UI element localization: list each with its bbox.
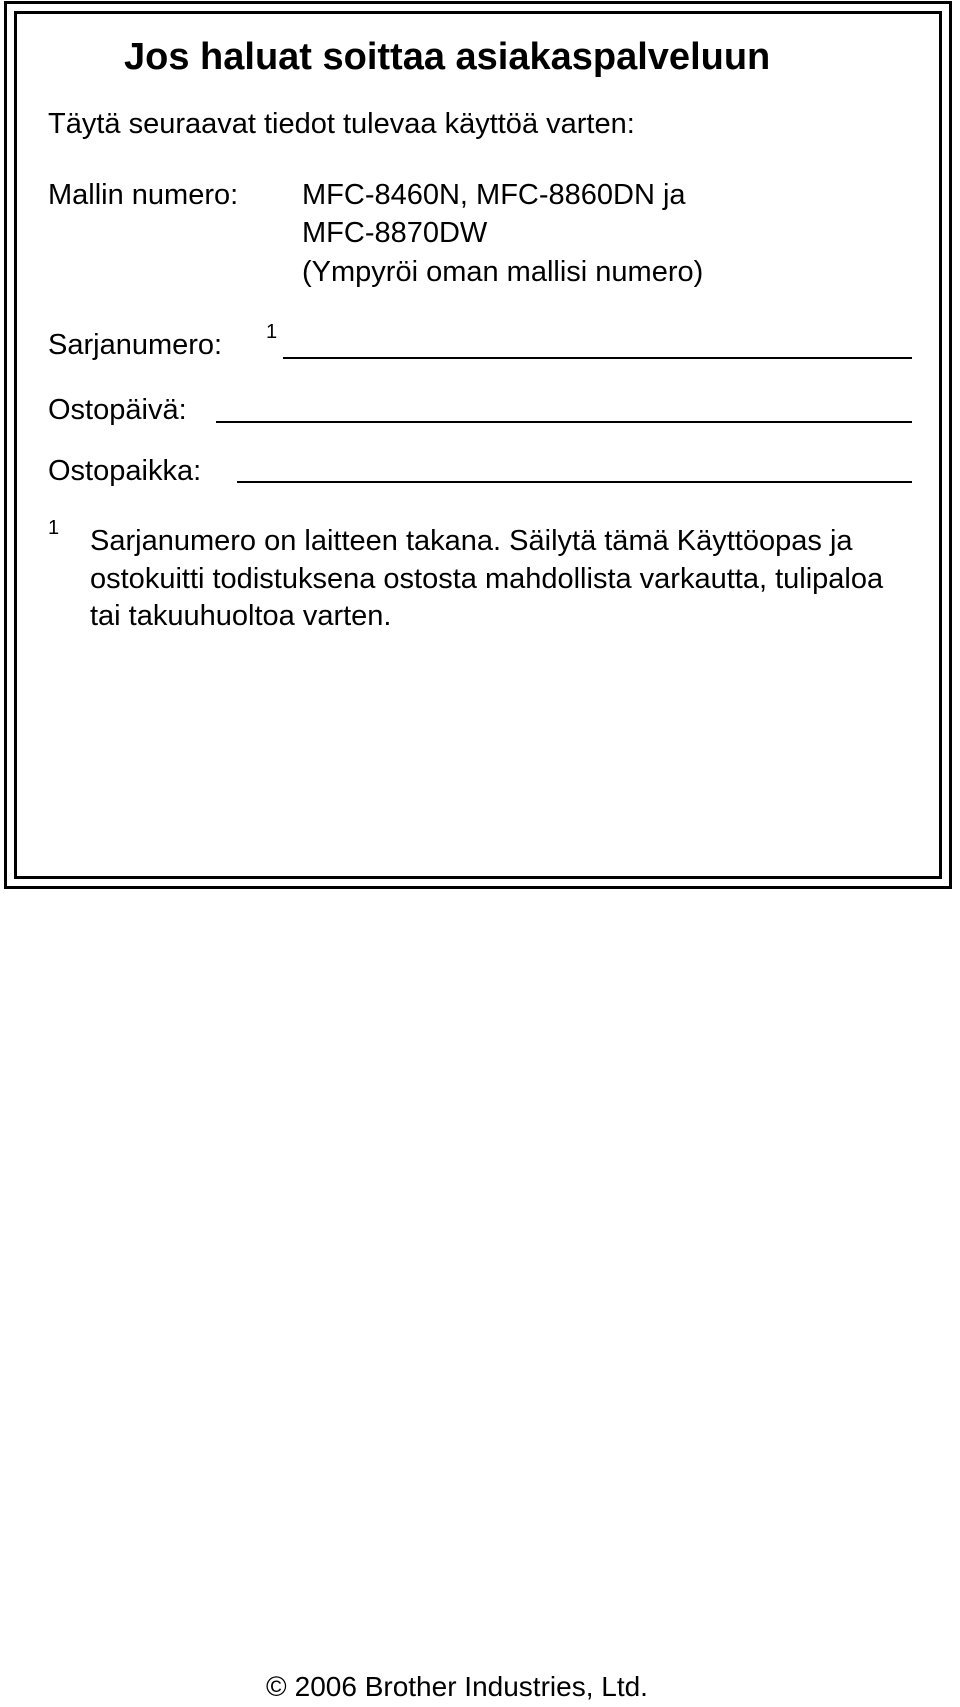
purchase-place-input-line[interactable] — [237, 481, 912, 483]
form-frame-inner — [14, 11, 942, 879]
copyright-icon: © — [266, 1671, 287, 1702]
purchase-date-input-line[interactable] — [216, 421, 912, 423]
serial-input-line[interactable] — [283, 357, 912, 359]
copyright-notice — [266, 1673, 648, 1701]
intro-text: Täytä seuraavat tiedot tulevaa käyttöä varten: — [48, 108, 635, 140]
model-line-1: MFC-8460N, MFC-8860DN ja — [302, 179, 686, 211]
model-instruction: (Ympyröi oman mallisi numero) — [302, 256, 704, 288]
page-title: Jos haluat soittaa asiakaspalveluun — [124, 36, 771, 78]
copyright-text: 2006 Brother Industries, Ltd. — [294, 1671, 648, 1702]
footnote-text: Sarjanumero on laitteen takana. Säilytä tämä Käyttöopas ja ostokuitti todistuksena ostosta mahdollista varkautta, tulipaloa tai takuuhuoltoa varten. — [90, 525, 884, 632]
model-line-2: MFC-8870DW — [302, 217, 488, 249]
footnote-marker: 1 — [48, 517, 60, 539]
purchase-place-label: Ostopaikka: — [48, 455, 202, 487]
model-label: Mallin numero: — [48, 179, 239, 211]
purchase-date-label: Ostopäivä: — [48, 394, 187, 426]
serial-footnote-marker: 1 — [266, 321, 278, 343]
serial-label: Sarjanumero: — [48, 329, 223, 361]
